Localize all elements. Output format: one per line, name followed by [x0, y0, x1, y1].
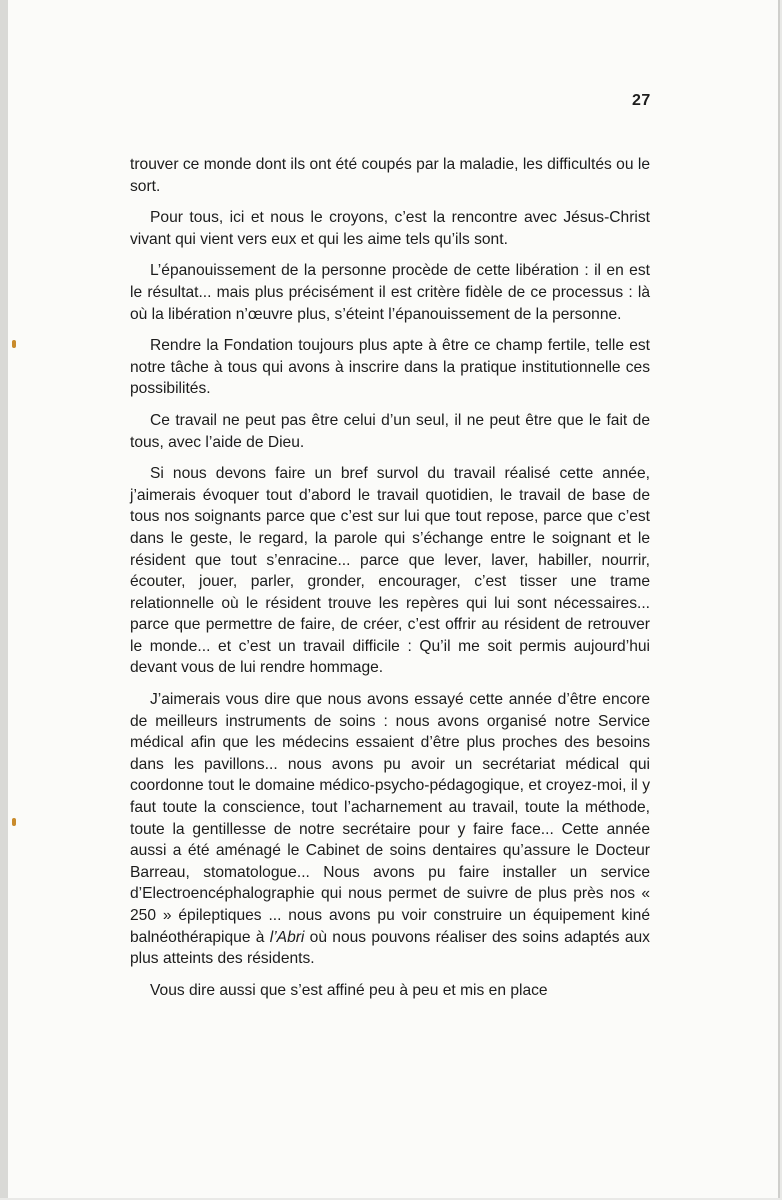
paragraph-6: Si nous devons faire un bref survol du travail réalisé cette année, j’aimerais évoquer tout d’abord le travail quotidien, le travail de base de tous nos soignants parce que c’est sur lui que tout repose, parce que c’est dans le geste, le regard, la parole qui s’échange entre le soignant et le résident que tout s’enracine... parce que lever, laver, habiller, nourrir, écouter, jouer, parler, gronder, encourager, c’est tisser une trame relationnelle où le résident trouve les repères qui lui sont nécessaires... parce que permettre de faire, de créer, c’est offrir au résident de retrouver le monde... et c’est un travail difficile : Qu’il me soit permis aujourd’hui devant vous de lui rendre hommage. [130, 465, 650, 677]
binding-hole-mark [12, 340, 16, 348]
body-text [130, 154, 650, 1011]
paragraph-4: Rendre la Fondation toujours plus apte à être ce champ fertile, telle est notre tâche à tous qui avons à inscrire dans la pratique institutionnelle ces possibilités. [130, 337, 650, 398]
paragraph-7 [130, 689, 650, 970]
paragraph-7-tail: où nous pouvons réaliser des soins adaptés aux plus atteints des résidents. [130, 928, 650, 968]
abri-italic-word: l’Abri [269, 928, 305, 946]
paragraph-8: Vous dire aussi que s’est affiné peu à peu et mis en place [150, 981, 548, 999]
paragraph-7-main: J’aimerais vous dire que nous avons essayé cette année d’être encore de meilleurs instruments de soins : nous avons organisé notre Service médical afin que les médecins essaient d’être plus proches des besoins dans les pavillons... nous avons pu avoir un secrétariat médical qui coordonne tout le domaine médico-psycho-pédagogique, et croyez-moi, il y faut toute la conscience, tout l’acharnement au travail, toute la méthode, toute la gentillesse de notre secrétaire pour y faire face... Cette année aussi a été aménagé le Cabinet de soins dentaires qu’assure le Docteur Barreau, stomatologue... Nous avons pu faire installer un service d’Electroencéphalographie qui nous permet de suivre de plus près nos « 250 » épileptiques ... nous avons pu voir construire un équipement kiné balnéothérapique à [130, 691, 650, 946]
page-number: 27 [632, 92, 651, 109]
paragraph-3: L’épanouissement de la personne procède de cette libération : il en est le résultat... mais plus précisément il est critère fidèle de ce processus : là où la libération n’œuvre plus, s’éteint l’épanouissement de la personne. [130, 262, 650, 323]
paragraph-5: Ce travail ne peut pas être celui d’un seul, il ne peut être que le fait de tous, avec l’aide de Dieu. [130, 411, 650, 451]
paragraph-2: Pour tous, ici et nous le croyons, c’est la rencontre avec Jésus-Christ vivant qui vient vers eux et qui les aime tels qu’ils sont. [130, 209, 650, 248]
paragraph-1: trouver ce monde dont ils ont été coupés par la maladie, les difficultés ou le sort. [130, 156, 650, 195]
binding-hole-mark [12, 818, 16, 826]
